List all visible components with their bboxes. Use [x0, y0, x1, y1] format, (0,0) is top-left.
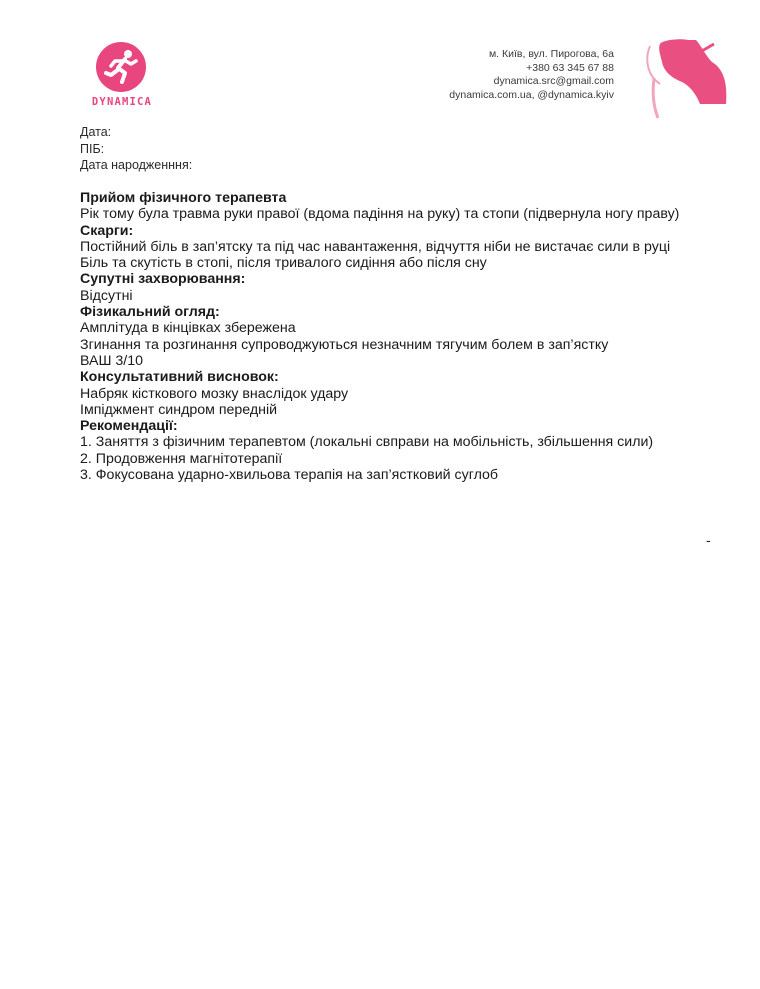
conclusion-heading: Консультативний висновок: [80, 369, 279, 386]
date-label: Дата: [80, 125, 112, 139]
contact-address: м. Київ, вул. Пирогова, 6а [488, 48, 614, 60]
contact-block [449, 48, 614, 102]
conclusion-item: Набряк кісткового мозку внаслідок удару [80, 385, 349, 402]
dob-label: Дата народженння: [80, 158, 193, 172]
comorbidity-item: Відсутні [80, 287, 133, 304]
exam-item: Згинання та розгинання супроводжуються незначним тягучим болем в зап’ястку [80, 336, 609, 353]
comorbidities-heading: Супутні захворювання: [80, 271, 246, 288]
recommendation-item: 1. Заняття з фізичним терапевтом (локальні свправи на мобільність, збільшення сили) [80, 434, 654, 451]
contact-website[interactable]: dynamica.com.ua, @dynamica.kyiv [449, 88, 614, 101]
contact-phone[interactable]: +380 63 345 67 88 [526, 61, 614, 74]
history-text: Рік тому була травма руки правої (вдома падіння на руку) та стопи (підвернула ногу праву) [80, 206, 680, 223]
running-person-icon [96, 42, 146, 92]
complaint-item: Постійний біль в зап’ятску та під час навантаження, відчуття ніби не вистачає сили в руці [80, 238, 671, 255]
complaint-item: Біль та скутість в стопі, після тривалого сидіння або після сну [80, 255, 487, 272]
conclusion-item: Імпіджмент синдром передній [80, 401, 278, 418]
logo-circle [96, 42, 146, 92]
logo-text: DYNAMICA [91, 96, 153, 108]
footer-mark: - [706, 532, 711, 548]
recommendation-item: 2. Продовження магнітотерапії [80, 450, 283, 467]
report-body [80, 190, 720, 483]
decorative-petal-shape [640, 38, 730, 120]
complaints-heading: Скарги: [80, 222, 134, 239]
dynamica-logo [92, 40, 158, 112]
name-label: ПІБ: [80, 141, 105, 156]
contact-email[interactable]: dynamica.src@gmail.com [493, 75, 614, 88]
exam-item: Амплітуда в кінцівках збережена [80, 320, 296, 337]
exam-heading: Фізикальний огляд: [80, 304, 220, 321]
exam-item: ВАШ 3/10 [80, 352, 144, 369]
recommendations-heading: Рекомендації: [80, 418, 178, 435]
report-title: Прийом фізичного терапевта [80, 190, 287, 206]
patient-info [80, 124, 192, 174]
recommendation-item: 3. Фокусована ударно-хвильова терапія на зап’ястковий суглоб [80, 467, 499, 484]
